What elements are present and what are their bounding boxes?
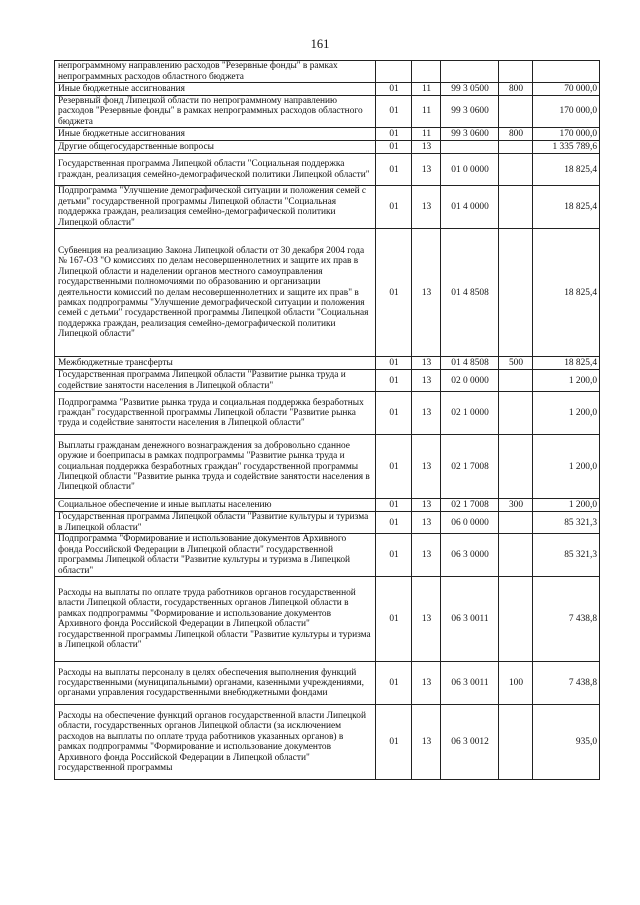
- budget-table-body: [55, 61, 600, 780]
- row-section: 01: [376, 435, 412, 499]
- row-description: Подпрограмма "Развитие рынка труда и социальная поддержка безработных граждан" государственной программы Липецкой области "Развитие рынка труда и содействие занятости населения в Липецкой области": [55, 392, 376, 435]
- row-section: 01: [376, 154, 412, 186]
- row-expense-type: [499, 229, 533, 357]
- row-target-article: [441, 61, 499, 83]
- row-target-article: 99 3 0600: [441, 96, 499, 128]
- row-target-article: 99 3 0600: [441, 128, 499, 141]
- row-amount: 1 335 789,6: [533, 141, 600, 154]
- row-amount: 1 200,0: [533, 435, 600, 499]
- row-target-article: 02 0 0000: [441, 370, 499, 392]
- row-description: Иные бюджетные ассигнования: [55, 83, 376, 96]
- table-row: [55, 370, 600, 392]
- row-subsection: 13: [412, 435, 441, 499]
- row-amount: 18 825,4: [533, 357, 600, 370]
- row-section: 01: [376, 534, 412, 577]
- row-description: Расходы на выплаты по оплате труда работников органов государственной власти Липецкой области, государственных органов Липецкой области в рамках подпрограммы "Формирование и использование документов Архивного фонда Российской Федерации в Липецкой области" государственной программы Липецкой области "Развитие культуры и туризма в Липецкой области": [55, 577, 376, 662]
- budget-table: [54, 60, 600, 780]
- row-expense-type: [499, 154, 533, 186]
- row-subsection: 13: [412, 705, 441, 780]
- row-subsection: 13: [412, 499, 441, 512]
- row-target-article: 02 1 7008: [441, 435, 499, 499]
- row-description: Иные бюджетные ассигнования: [55, 128, 376, 141]
- row-amount: 85 321,3: [533, 534, 600, 577]
- table-row: [55, 141, 600, 154]
- row-target-article: 02 1 0000: [441, 392, 499, 435]
- row-expense-type: [499, 435, 533, 499]
- row-target-article: 01 4 0000: [441, 186, 499, 229]
- table-row: [55, 61, 600, 83]
- row-description: Резервный фонд Липецкой области по непрограммному направлению расходов "Резервные фонды" в рамках непрограммных расходов областного бюджета: [55, 96, 376, 128]
- row-target-article: 01 0 0000: [441, 154, 499, 186]
- row-description: Социальное обеспечение и иные выплаты населению: [55, 499, 376, 512]
- table-row: [55, 499, 600, 512]
- row-section: 01: [376, 370, 412, 392]
- row-target-article: 99 3 0500: [441, 83, 499, 96]
- row-description: Государственная программа Липецкой области "Развитие рынка труда и содействие занятости населения в Липецкой области": [55, 370, 376, 392]
- row-subsection: 13: [412, 392, 441, 435]
- row-expense-type: 500: [499, 357, 533, 370]
- row-expense-type: [499, 534, 533, 577]
- row-subsection: 13: [412, 534, 441, 577]
- row-amount: 1 200,0: [533, 370, 600, 392]
- row-section: 01: [376, 229, 412, 357]
- row-amount: [533, 61, 600, 83]
- row-subsection: 13: [412, 512, 441, 534]
- row-amount: 7 438,8: [533, 662, 600, 705]
- row-amount: 7 438,8: [533, 577, 600, 662]
- row-target-article: 06 0 0000: [441, 512, 499, 534]
- row-section: 01: [376, 96, 412, 128]
- row-section: 01: [376, 662, 412, 705]
- row-amount: 18 825,4: [533, 154, 600, 186]
- row-amount: 1 200,0: [533, 499, 600, 512]
- row-section: 01: [376, 357, 412, 370]
- row-subsection: 13: [412, 229, 441, 357]
- row-expense-type: [499, 512, 533, 534]
- row-subsection: 13: [412, 577, 441, 662]
- table-row: [55, 83, 600, 96]
- table-row: [55, 577, 600, 662]
- table-row: [55, 435, 600, 499]
- row-target-article: 01 4 8508: [441, 357, 499, 370]
- row-amount: 935,0: [533, 705, 600, 780]
- row-expense-type: [499, 577, 533, 662]
- row-expense-type: [499, 96, 533, 128]
- row-expense-type: [499, 705, 533, 780]
- table-row: [55, 662, 600, 705]
- row-target-article: [441, 141, 499, 154]
- row-expense-type: 100: [499, 662, 533, 705]
- table-row: [55, 534, 600, 577]
- row-expense-type: [499, 61, 533, 83]
- row-subsection: 13: [412, 357, 441, 370]
- row-section: [376, 61, 412, 83]
- row-description: непрограммному направлению расходов "Резервные фонды" в рамках непрограммных расходов областного бюджета: [55, 61, 376, 83]
- row-subsection: 13: [412, 662, 441, 705]
- row-section: 01: [376, 83, 412, 96]
- row-section: 01: [376, 512, 412, 534]
- row-amount: 70 000,0: [533, 83, 600, 96]
- row-target-article: 06 3 0012: [441, 705, 499, 780]
- table-row: [55, 186, 600, 229]
- row-subsection: 11: [412, 128, 441, 141]
- row-description: Субвенция на реализацию Закона Липецкой области от 30 декабря 2004 года № 167-ОЗ "О комиссиях по делам несовершеннолетних и защите их прав в Липецкой области и наделении органов местного самоуправления государственными полномочиями по образованию и организации деятельности комиссий по делам несовершеннолетних и защите их прав" в рамках подпрограммы "Улучшение демографической ситуации и положения семей с детьми" государственной программы Липецкой области "Социальная поддержка граждан, реализация семейно-демографической политики Липецкой области": [55, 229, 376, 357]
- table-row: [55, 705, 600, 780]
- row-amount: 1 200,0: [533, 392, 600, 435]
- row-description: Выплаты гражданам денежного вознаграждения за добровольно сданное оружие и боеприпасы в рамках подпрограммы "Развитие рынка труда и социальная поддержка безработных граждан" государственной программы Липецкой области "Развитие рынка труда и содействие занятости населения в Липецкой области": [55, 435, 376, 499]
- row-amount: 18 825,4: [533, 186, 600, 229]
- row-subsection: 13: [412, 154, 441, 186]
- table-row: [55, 392, 600, 435]
- row-subsection: 13: [412, 370, 441, 392]
- row-expense-type: [499, 370, 533, 392]
- row-section: 01: [376, 392, 412, 435]
- row-subsection: 13: [412, 186, 441, 229]
- table-row: [55, 512, 600, 534]
- row-description: Подпрограмма "Улучшение демографической ситуации и положения семей с детьми" государственной программы Липецкой области "Социальная поддержка граждан, реализация семейно-демографической политики Липецкой области": [55, 186, 376, 229]
- page-number: 161: [310, 37, 330, 51]
- row-expense-type: 300: [499, 499, 533, 512]
- table-row: [55, 128, 600, 141]
- row-expense-type: [499, 141, 533, 154]
- row-amount: 170 000,0: [533, 128, 600, 141]
- row-subsection: 13: [412, 141, 441, 154]
- row-target-article: 06 3 0011: [441, 662, 499, 705]
- row-section: 01: [376, 128, 412, 141]
- row-expense-type: 800: [499, 83, 533, 96]
- table-row: [55, 357, 600, 370]
- table-row: [55, 96, 600, 128]
- row-subsection: [412, 61, 441, 83]
- row-subsection: 11: [412, 83, 441, 96]
- row-amount: 170 000,0: [533, 96, 600, 128]
- row-section: 01: [376, 577, 412, 662]
- row-amount: 18 825,4: [533, 229, 600, 357]
- table-row: [55, 154, 600, 186]
- row-target-article: 06 3 0011: [441, 577, 499, 662]
- row-amount: 85 321,3: [533, 512, 600, 534]
- row-description: Подпрограмма "Формирование и использование документов Архивного фонда Российской Федерации в Липецкой области" государственной программы Липецкой области "Развитие культуры и туризма в Липецкой области": [55, 534, 376, 577]
- row-section: 01: [376, 705, 412, 780]
- row-expense-type: [499, 392, 533, 435]
- row-section: 01: [376, 141, 412, 154]
- row-description: Расходы на выплаты персоналу в целях обеспечения выполнения функций государственными (муниципальными) органами, казенными учреждениями, органами управления государственными внебюджетными фондами: [55, 662, 376, 705]
- row-section: 01: [376, 186, 412, 229]
- row-expense-type: 800: [499, 128, 533, 141]
- row-target-article: 06 3 0000: [441, 534, 499, 577]
- row-subsection: 11: [412, 96, 441, 128]
- row-target-article: 02 1 7008: [441, 499, 499, 512]
- row-target-article: 01 4 8508: [441, 229, 499, 357]
- row-expense-type: [499, 186, 533, 229]
- table-row: [55, 229, 600, 357]
- row-description: Государственная программа Липецкой области "Социальная поддержка граждан, реализация семейно-демографической политики Липецкой области": [55, 154, 376, 186]
- row-section: 01: [376, 499, 412, 512]
- row-description: Межбюджетные трансферты: [55, 357, 376, 370]
- row-description: Расходы на обеспечение функций органов государственной власти Липецкой области, государственных органов Липецкой области (за исключением расходов на выплаты по оплате труда работников указанных органов) в рамках подпрограммы "Формирование и использование документов Архивного фонда Российской Федерации в Липецкой области" государственной программы: [55, 705, 376, 780]
- row-description: Государственная программа Липецкой области "Развитие культуры и туризма в Липецкой области": [55, 512, 376, 534]
- row-description: Другие общегосударственные вопросы: [55, 141, 376, 154]
